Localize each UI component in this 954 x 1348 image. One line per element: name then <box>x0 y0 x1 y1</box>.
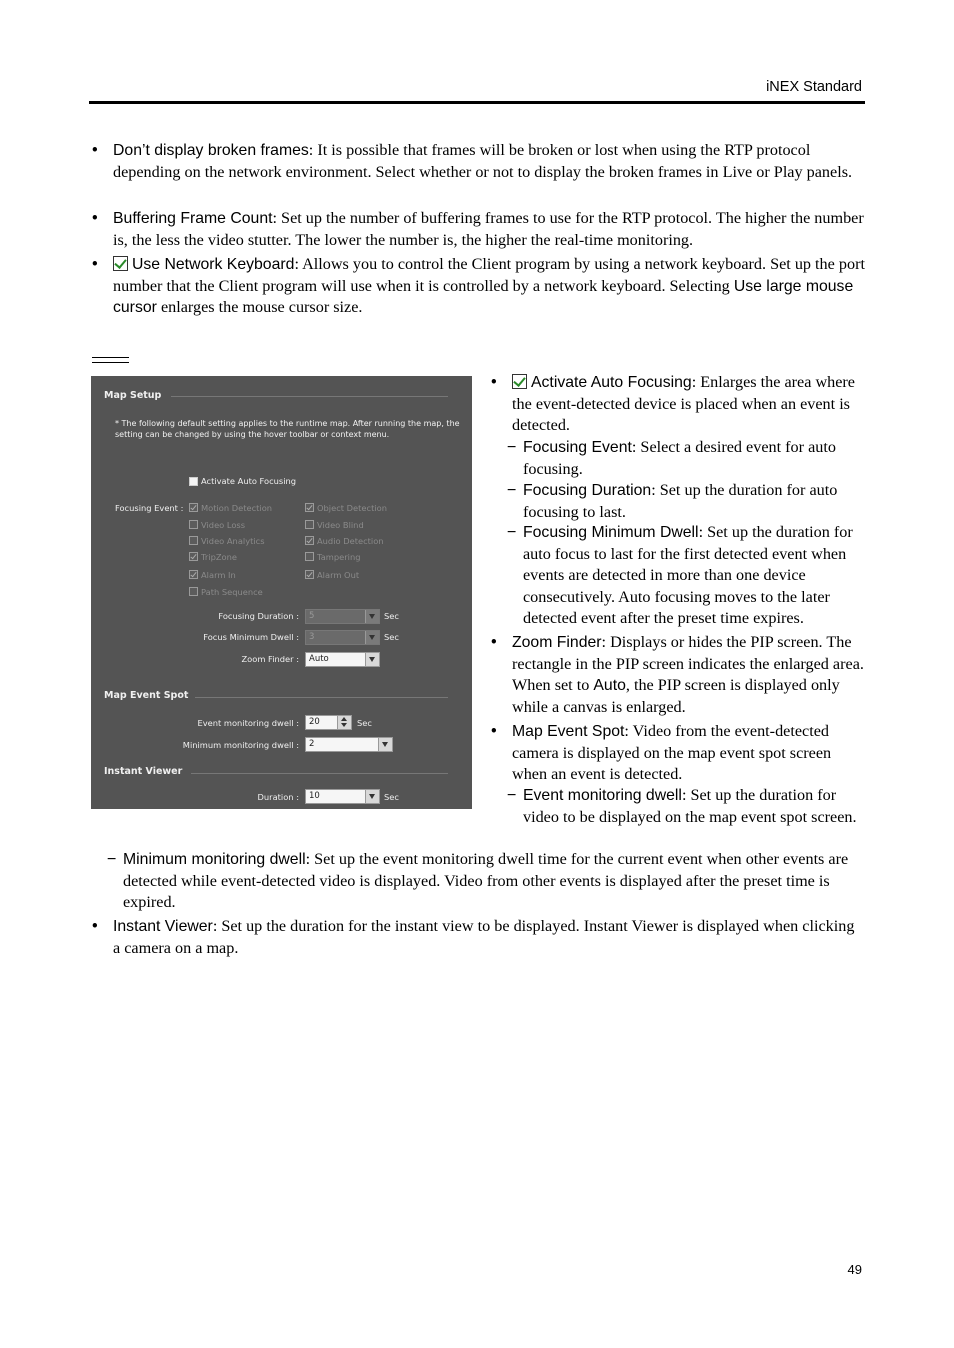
checkbox-icon <box>113 256 128 271</box>
description: : Set up the duration for auto focusing to last. <box>523 481 838 521</box>
checkbox-label: Audio Detection <box>317 536 384 546</box>
checkbox-label: Video Blind <box>317 520 364 530</box>
unit-label: Sec <box>384 632 399 642</box>
field-label: Duration : <box>257 792 299 802</box>
select-value: 10 <box>309 791 320 801</box>
term: Zoom Finder <box>512 634 602 651</box>
bullet: • <box>92 917 98 935</box>
zoom-finder-select[interactable] <box>305 652 380 667</box>
checkbox-label: Video Analytics <box>201 536 265 546</box>
bullet: • <box>92 209 98 227</box>
sub-item <box>507 785 864 828</box>
section-rule <box>92 357 129 363</box>
list-item <box>491 372 864 437</box>
description: : Set up the event monitoring dwell time for the current event when other events are detected while event-detected video is displayed. Video from other events is displayed after the preset time is expired. <box>123 850 849 912</box>
unit-label: Sec <box>357 718 372 728</box>
dash: − <box>507 438 517 456</box>
select-value: 2 <box>309 739 315 749</box>
duration-select[interactable] <box>305 789 380 804</box>
term: Map Event Spot <box>512 723 625 740</box>
chevron-down-icon[interactable] <box>365 631 379 644</box>
dash: − <box>507 481 517 499</box>
select-value: 3 <box>309 632 315 642</box>
select-value: 5 <box>309 611 315 621</box>
list-item <box>491 721 864 786</box>
description: : Set up the duration for the instant view to be displayed. Instant Viewer is displayed when clicking a camera on a map. <box>113 917 855 957</box>
event-monitoring-dwell-spinner[interactable] <box>305 715 352 730</box>
field-label: Focus Minimum Dwell : <box>203 632 299 642</box>
checkbox[interactable] <box>189 477 198 486</box>
header-title: iNEX Standard <box>766 79 862 95</box>
min-monitoring-dwell-select[interactable] <box>305 737 393 752</box>
checkbox-icon <box>512 374 527 389</box>
divider <box>195 697 448 698</box>
term: Minimum monitoring dwell <box>123 851 306 868</box>
sub-item <box>507 437 864 480</box>
checkbox-label: Motion Detection <box>201 503 273 513</box>
checkbox[interactable] <box>305 536 314 545</box>
chevron-down-icon[interactable] <box>365 790 379 803</box>
list-item <box>491 632 864 718</box>
description: : Displays or hides the PIP screen. The rectangle in the PIP screen indicates the enlarged area. When set to <box>512 633 864 695</box>
bullet: • <box>491 633 497 651</box>
field-label: Event monitoring dwell : <box>197 718 299 728</box>
spinner-value: 20 <box>309 717 320 727</box>
chevron-down-icon[interactable] <box>365 610 379 623</box>
checkbox-label: Alarm Out <box>317 570 360 580</box>
field-label: Focusing Duration : <box>218 611 299 621</box>
term: Use large mouse cursor <box>113 277 854 317</box>
checkbox[interactable] <box>305 552 314 561</box>
checkbox-label: Activate Auto Focusing <box>201 476 297 486</box>
term: Focusing Duration <box>523 482 652 499</box>
description: : Select a desired event for auto focusing. <box>523 438 836 478</box>
list-item <box>92 140 865 183</box>
description: : It is possible that frames will be broken or lost when using the RTP protocol depending on the network environment. Select whether or not to display the broken frames in Live or Play panels. <box>113 141 853 181</box>
term: Use Network Keyboard <box>132 256 295 273</box>
checkbox[interactable] <box>189 520 198 529</box>
checkbox-label: Alarm In <box>201 570 236 580</box>
term: Don’t display broken frames <box>113 142 309 159</box>
list-item <box>92 916 865 959</box>
bullet: • <box>491 722 497 740</box>
bullet: • <box>92 141 98 159</box>
term: Auto <box>593 677 626 695</box>
term: Buffering Frame Count <box>113 210 273 227</box>
bullet: • <box>92 255 98 273</box>
dash: − <box>107 850 117 868</box>
spinner-arrows-icon[interactable] <box>337 716 351 729</box>
focusing-duration-select[interactable] <box>305 609 380 624</box>
checkbox[interactable] <box>189 503 198 512</box>
section-title: Map Event Spot <box>104 690 189 701</box>
field-label: Minimum monitoring dwell : <box>182 740 299 750</box>
term: Instant Viewer <box>113 918 213 935</box>
checkbox[interactable] <box>305 520 314 529</box>
checkbox[interactable] <box>189 536 198 545</box>
description: : Video from the event-detected camera is displayed on the map event spot screen when an event is detected. <box>512 722 832 784</box>
page-number: 49 <box>847 1262 862 1277</box>
sub-item <box>507 480 864 523</box>
term: Event monitoring dwell <box>523 787 682 804</box>
divider <box>191 773 448 774</box>
field-label: Focusing Event : <box>115 503 184 513</box>
term: Focusing Minimum Dwell <box>523 524 699 541</box>
checkbox-label: Path Sequence <box>201 587 263 597</box>
sub-item <box>107 849 865 914</box>
chevron-down-icon[interactable] <box>378 738 392 751</box>
chevron-down-icon[interactable] <box>365 653 379 666</box>
description: enlarges the mouse cursor size. <box>156 298 363 317</box>
unit-label: Sec <box>384 611 399 621</box>
select-value: Auto <box>309 654 329 664</box>
sub-item <box>507 522 864 630</box>
list-item <box>92 254 865 319</box>
dash: − <box>507 786 517 804</box>
term: Activate Auto Focusing <box>531 374 692 391</box>
checkbox[interactable] <box>305 570 314 579</box>
description: : Set up the number of buffering frames to use for the RTP protocol. The higher the number is, the less the video stutter. The lower the number is, the higher the real-time monitoring. <box>113 209 864 249</box>
bullet: • <box>491 373 497 391</box>
checkbox[interactable] <box>189 587 198 596</box>
checkbox[interactable] <box>305 503 314 512</box>
divider <box>171 396 448 397</box>
note-text: * The following default setting applies to the runtime map. After running the map, the setting can be changed by using the hover toolbar or context menu. <box>115 419 460 439</box>
checkbox-label: TripZone <box>201 552 237 562</box>
dash: − <box>507 523 517 541</box>
focus-min-dwell-select[interactable] <box>305 630 380 645</box>
description: : Set up the duration for auto focus to last for the first detected event when events are detected in more than one device consecutively. Auto focusing moves to the later detected event after the preset time expires. <box>523 523 853 628</box>
map-setup-screenshot <box>91 376 472 809</box>
checkbox[interactable] <box>189 552 198 561</box>
checkbox[interactable] <box>189 570 198 579</box>
list-item <box>92 208 865 251</box>
checkbox-label: Tampering <box>317 552 361 562</box>
checkbox-label: Object Detection <box>317 503 387 513</box>
description: : Allows you to control the Client program by using a network keyboard. Set up the port number that the Client program will use when it is controlled by a network keyboard. Selecting <box>113 255 865 295</box>
checkbox-label: Video Loss <box>201 520 246 530</box>
description: , the PIP screen is displayed only while a canvas is enlarged. <box>512 676 840 716</box>
description: : Set up the duration for video to be displayed on the map event spot screen. <box>523 786 857 826</box>
term: Focusing Event <box>523 439 632 456</box>
unit-label: Sec <box>384 792 399 802</box>
section-title: Instant Viewer <box>104 766 183 777</box>
field-label: Zoom Finder : <box>241 654 299 664</box>
description: : Enlarges the area where the event-detected device is placed when an event is detected. <box>512 373 855 435</box>
section-title: Map Setup <box>104 390 162 401</box>
header-rule <box>89 101 865 104</box>
